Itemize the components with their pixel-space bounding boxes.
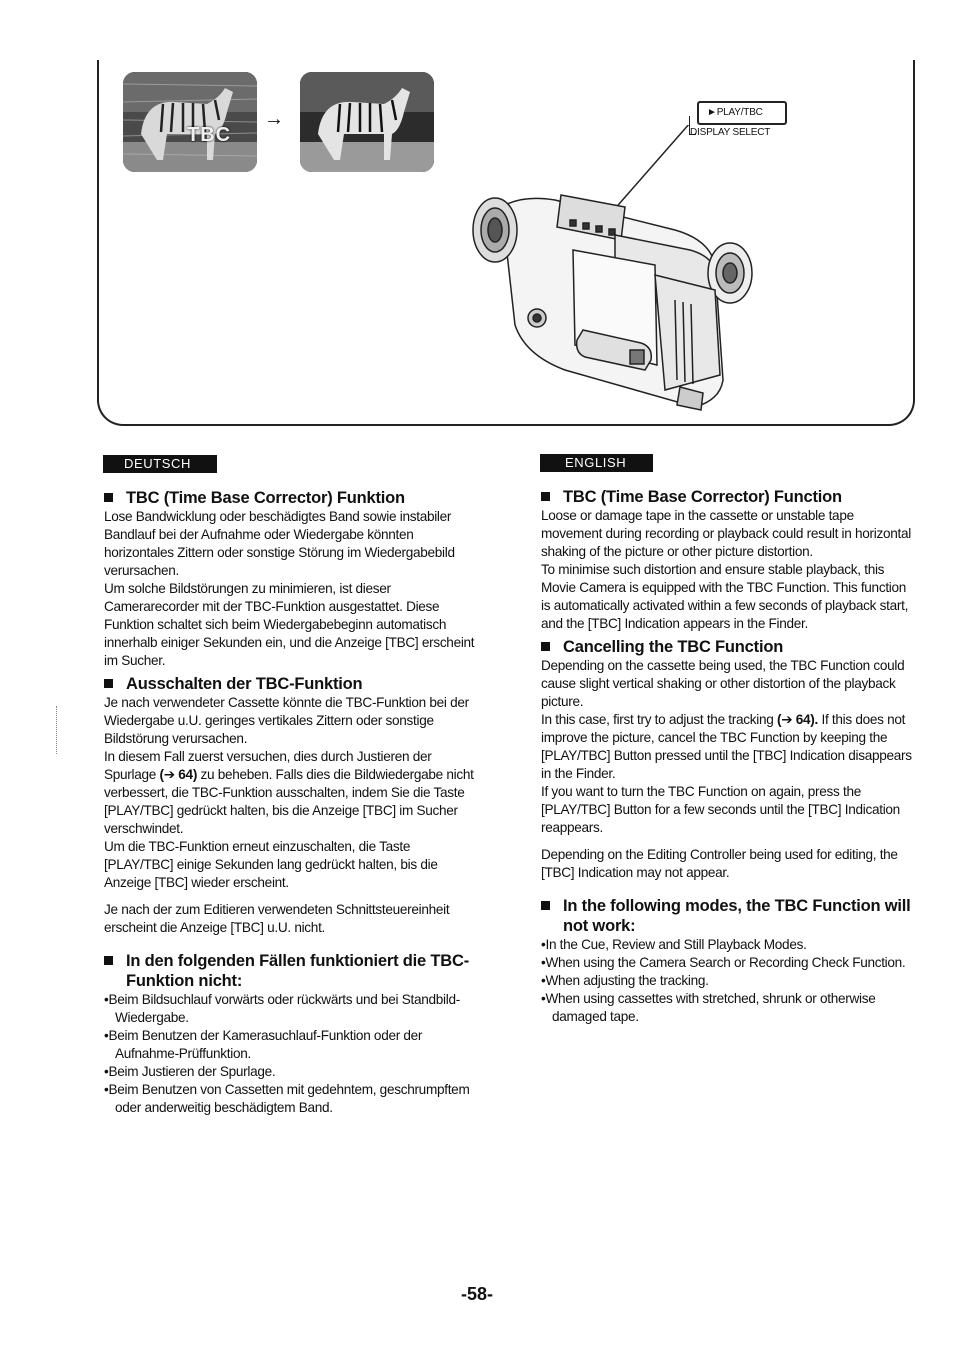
heading-text: Ausschalten der TBC-Funktion (126, 675, 363, 693)
heading-text: In den folgenden Fällen funktioniert die TBC-Funktion nicht: (126, 952, 469, 990)
bullet-list (104, 991, 476, 1117)
corrected-picture-thumbnail (300, 72, 434, 172)
paragraph: Depending on the cassette being used, the TBC Function could cause slight vertical shaking or other distortion of the playback picture. (541, 658, 905, 709)
square-bullet-icon (541, 642, 550, 651)
paragraph: Depending on the Editing Controller being used for editing, the [TBC] Indication may not appear. (541, 847, 898, 880)
list-item: • When using the Camera Search or Recording Check Function. (541, 954, 913, 972)
list-item: • Beim Benutzen von Cassetten mit gedehntem, geschrumpftem oder anderweitig beschädigtem Band. (104, 1081, 476, 1117)
square-bullet-icon (104, 956, 113, 965)
transition-arrow: → (264, 108, 284, 130)
paragraph: To minimise such distortion and ensure stable playback, this Movie Camera is equipped with the TBC Function. This function is automatically activated within a few seconds of playback start, and the [TBC] Indication appears in the Finder. (541, 562, 909, 631)
paragraph (541, 711, 913, 783)
distorted-picture-thumbnail (123, 72, 257, 172)
paragraph-text: In diesem Fall zuerst versuchen, dies durch Justieren der Spurlage (104, 749, 432, 782)
paragraph (104, 748, 476, 838)
list-item: • When adjusting the tracking. (541, 972, 913, 990)
heading-tbc-function (541, 487, 913, 507)
square-bullet-icon (541, 492, 550, 501)
margin-marks (56, 706, 58, 754)
square-bullet-icon (104, 679, 113, 688)
heading-cancelling (541, 637, 913, 657)
page-reference: (➔ 64) (159, 767, 198, 782)
paragraph: Je nach der zum Editieren verwendeten Schnittsteuereinheit erscheint die Anzeige [TBC] u.U. nicht. (104, 902, 450, 935)
list-item: • Beim Benutzen der Kamerasuchlauf-Funktion oder der Aufnahme-Prüffunktion. (104, 1027, 476, 1063)
page-number: -58- (460, 1284, 493, 1304)
paragraph: Um solche Bildstörungen zu minimieren, ist dieser Camerarecorder mit der TBC-Funktion ausgestattet. Diese Funktion schaltet sich beim Wiedergabebeginn automatisch innerhalb einiger Sekunden ein, und die Anzeige [TBC] erscheint im Sucher. (104, 581, 475, 668)
play-tbc-text: ►PLAY/TBC (707, 107, 763, 118)
paragraph: Um die TBC-Funktion erneut einzuschalten, die Taste [PLAY/TBC] einige Sekunden lang gedrückt halten, bis die Anzeige [TBC] wieder erscheint. (104, 839, 438, 890)
list-item: • Beim Justieren der Spurlage. (104, 1063, 476, 1081)
deutsch-column (104, 488, 476, 1117)
square-bullet-icon (541, 901, 550, 910)
bullet-list (541, 936, 913, 1026)
paragraph: Lose Bandwicklung oder beschädigtes Band sowie instabiler Bandlauf bei der Aufnahme oder Wiedergabe könnten horizontales Zittern oder sonstige Störung im Wiedergabebild verursachen. (104, 509, 455, 578)
play-tbc-button-label (697, 101, 787, 125)
heading-text: TBC (Time Base Corrector) Function (563, 488, 842, 506)
heading-text: Cancelling the TBC Function (563, 638, 784, 656)
language-tab-deutsch: DEUTSCH (103, 455, 217, 473)
list-item: • In the Cue, Review and Still Playback Modes. (541, 936, 913, 954)
heading-text: In the following modes, the TBC Function will not work: (563, 897, 911, 935)
page-reference: (➔ 64). (776, 712, 819, 727)
heading-following-modes (541, 896, 913, 936)
heading-tbc-funktion (104, 488, 476, 508)
paragraph: Loose or damage tape in the cassette or unstable tape movement during recording or playback could result in horizontal shaking of the picture or other picture distortion. (541, 508, 911, 559)
camcorder-illustration (465, 125, 765, 420)
list-item: • When using cassettes with stretched, shrunk or otherwise damaged tape. (541, 990, 913, 1026)
heading-ausschalten (104, 674, 476, 694)
heading-text: TBC (Time Base Corrector) Funktion (126, 489, 405, 507)
display-select-label: DISPLAY SELECT (690, 127, 771, 138)
paragraph-text: If this does not improve the picture, cancel the TBC Function by keeping the [PLAY/TBC] Button pressed until the [TBC] Indication disappears in the Finder. (541, 712, 912, 781)
paragraph: Je nach verwendeter Cassette könnte die TBC-Funktion bei der Wiedergabe u.U. geringes vertikales Zittern oder sonstige Bildstörung verursachen. (104, 695, 469, 746)
square-bullet-icon (104, 493, 113, 502)
paragraph: If you want to turn the TBC Function on again, press the [PLAY/TBC] Button for a few seconds until the [TBC] Indication reappears. (541, 784, 900, 835)
paragraph-text: In this case, first try to adjust the tracking (541, 712, 777, 727)
paragraph-text: zu beheben. Falls dies die Bildwiedergabe nicht verbessert, die TBC-Funktion ausschalten, indem Sie die Taste [PLAY/TBC] gedrückt halten, bis die Anzeige [TBC] im Sucher verschwindet. (104, 767, 474, 836)
tbc-indication-overlay: TBC (187, 124, 232, 146)
list-item: • Beim Bildsuchlauf vorwärts oder rückwärts und bei Standbild-Wiedergabe. (104, 991, 476, 1027)
english-column (541, 487, 913, 1026)
language-tab-english: ENGLISH (540, 454, 653, 472)
heading-folgende-faelle (104, 951, 476, 991)
